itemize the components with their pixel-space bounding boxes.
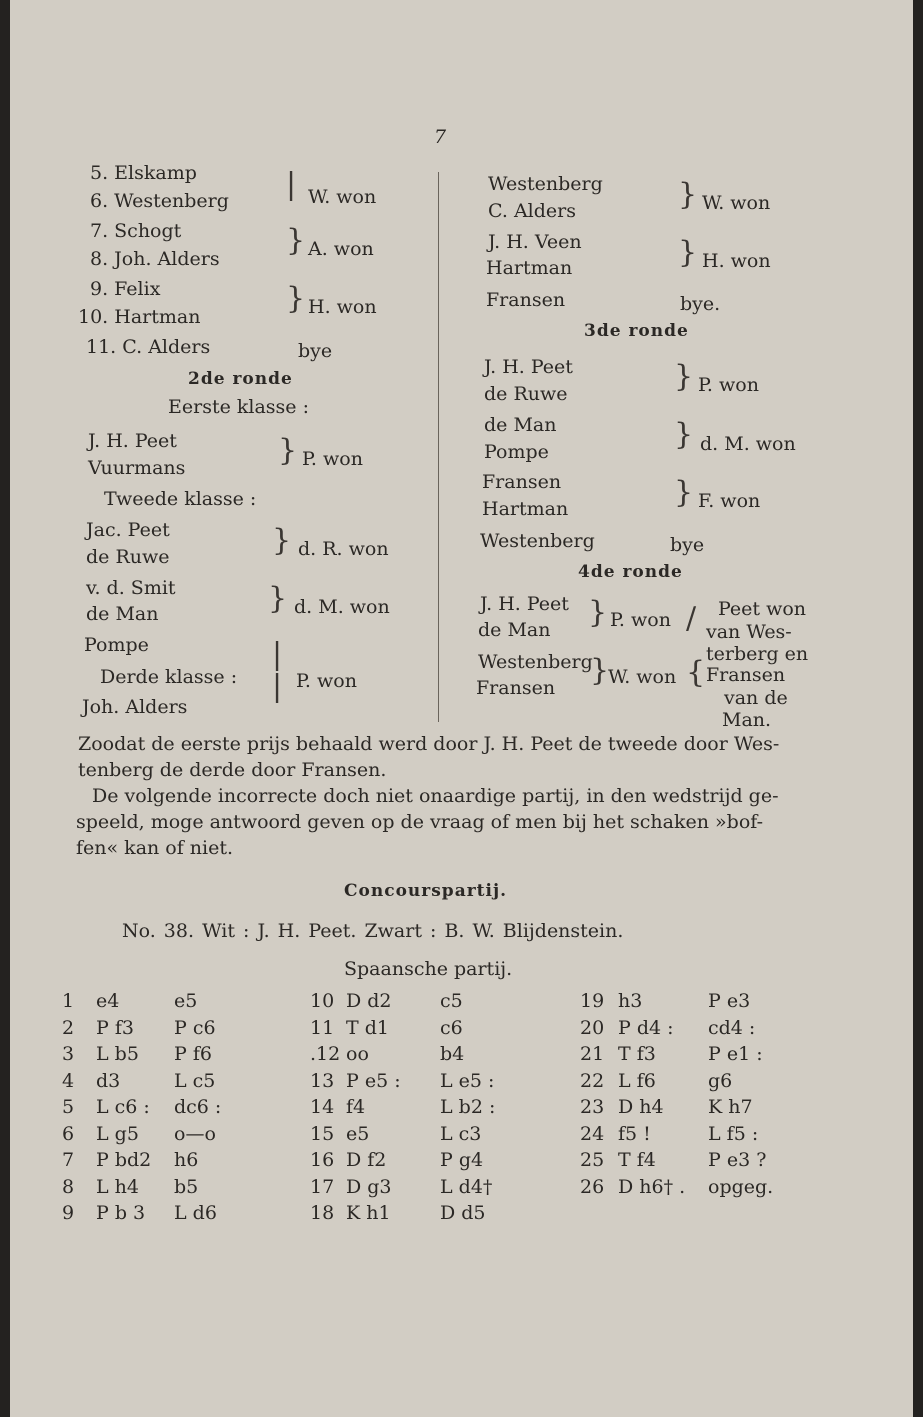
move-number: 14 — [310, 1096, 335, 1118]
black-move: L c3 — [440, 1122, 482, 1145]
black-move: g6 — [708, 1069, 733, 1092]
black-move: cd4 : — [708, 1016, 756, 1039]
move-number: 3 — [62, 1043, 75, 1065]
pairing-brace: } — [268, 581, 288, 616]
pairing-player: Westenberg — [478, 651, 593, 673]
final-note-line: terberg en — [706, 643, 809, 665]
white-move: h3 — [618, 990, 643, 1012]
white-move: e4 — [96, 990, 120, 1012]
move-number: 25 — [580, 1149, 605, 1171]
pairing-brace: { — [686, 655, 706, 690]
pairing-player: de Man — [484, 414, 557, 436]
white-move: D f2 — [346, 1149, 387, 1171]
black-move: L b2 : — [440, 1096, 496, 1118]
pairing-player: Pompe — [84, 634, 149, 656]
pairing-player: J. H. Peet — [484, 356, 573, 378]
black-move: P c6 — [174, 1016, 216, 1039]
result-paragraph — [78, 731, 779, 783]
pairing-brace: } — [674, 359, 694, 394]
pairing-player: de Ruwe — [484, 383, 568, 405]
paragraph-line: De volgende incorrecte doch niet onaardige partij, in den wedstrijd ge- — [92, 785, 779, 807]
move-number: 20 — [580, 1016, 605, 1039]
white-move: P d4 : — [618, 1016, 674, 1039]
black-move: e5 — [174, 990, 198, 1012]
pairing-result: A. won — [308, 238, 374, 260]
paragraph-line: Zoodat de eerste prijs behaald werd door J. H. Peet de tweede door Wes- — [78, 733, 780, 755]
move-number: 8 — [62, 1175, 75, 1198]
pairing-player: 6. Westenberg — [90, 190, 229, 212]
pairing-player: 5. Elskamp — [90, 162, 197, 184]
pairing-player: J. H. Veen — [488, 231, 582, 253]
final-note-line: Fransen — [706, 664, 786, 686]
pairing-player: J. H. Peet — [480, 593, 569, 615]
round-heading: 3de ronde — [584, 321, 689, 341]
pairing-result: d. R. won — [298, 538, 389, 560]
book-page — [10, 0, 913, 1417]
final-note-line: van de — [724, 687, 788, 709]
black-move: c6 — [440, 1016, 463, 1039]
bye-player: 11. C. Alders — [86, 336, 211, 358]
bye-player: Fransen — [486, 289, 566, 311]
move-number: 11 — [310, 1016, 335, 1039]
pairing-result: d. M. won — [700, 433, 796, 455]
pairing-brace: / — [686, 601, 697, 636]
paragraph-line: speeld, moge antwoord geven op de vraag of men bij het schaken »bof- — [76, 811, 764, 833]
black-move: L e5 : — [440, 1069, 495, 1092]
white-move: T f4 — [618, 1149, 656, 1171]
pairing-player: de Ruwe — [86, 546, 170, 568]
white-move: D h4 — [618, 1096, 664, 1118]
black-move: P g4 — [440, 1149, 484, 1171]
pairing-result: W. won — [608, 666, 677, 688]
pairing-player: Jac. Peet — [86, 519, 170, 541]
opening-name: Spaansche partij. — [344, 958, 513, 980]
pairing-result: P. won — [302, 448, 363, 470]
pairing-brace: } — [278, 433, 298, 468]
pairing-player: Hartman — [482, 498, 569, 520]
move-number: 19 — [580, 990, 605, 1012]
move-number: 23 — [580, 1096, 605, 1118]
black-move: b5 — [174, 1175, 199, 1198]
white-move: P e5 : — [346, 1069, 401, 1092]
pairing-brace: } — [678, 235, 698, 270]
white-move: D g3 — [346, 1175, 392, 1198]
white-move: L h4 — [96, 1175, 139, 1198]
white-move: d3 — [96, 1069, 121, 1092]
bye-player: Westenberg — [480, 530, 595, 552]
pairing-player: Hartman — [486, 257, 573, 279]
move-number: 5 — [62, 1096, 75, 1118]
black-move: dc6 : — [174, 1096, 222, 1118]
black-move: h6 — [174, 1149, 199, 1171]
white-move: K h1 — [346, 1202, 391, 1224]
pairing-result: d. M. won — [294, 596, 390, 618]
pairing-player: 8. Joh. Alders — [90, 248, 220, 270]
pairing-player: de Man — [86, 603, 159, 625]
pairing-brace: } — [674, 417, 694, 452]
pairing-player: v. d. Smit — [86, 577, 176, 599]
class-heading: Tweede klasse : — [104, 488, 257, 510]
move-number: 10 — [310, 990, 335, 1012]
move-number: 4 — [62, 1069, 75, 1092]
move-number: 13 — [310, 1069, 335, 1092]
black-move: D d5 — [440, 1202, 486, 1224]
white-move: f5 ! — [618, 1122, 651, 1145]
white-move: P f3 — [96, 1016, 134, 1039]
bye-label: bye. — [680, 293, 721, 315]
pairing-brace: | — [272, 669, 283, 704]
pairing-player: Westenberg — [488, 173, 603, 195]
pairing-player: J. H. Peet — [88, 430, 177, 452]
pairing-brace: } — [678, 177, 698, 212]
pairing-player: 9. Felix — [90, 278, 161, 300]
bye-label: bye — [298, 340, 333, 362]
white-move: f4 — [346, 1096, 366, 1118]
final-note-line: van Wes- — [706, 621, 792, 643]
move-number: 24 — [580, 1122, 605, 1145]
final-note-line: Man. — [722, 709, 772, 731]
pairing-result: P. won — [698, 374, 759, 396]
move-number: 6 — [62, 1122, 75, 1145]
pairing-brace: } — [286, 223, 306, 258]
black-move: L d4† — [440, 1175, 493, 1198]
pairing-result: F. won — [698, 490, 761, 512]
pairing-result: W. won — [308, 186, 377, 208]
intro-paragraph — [76, 783, 779, 861]
black-move: L f5 : — [708, 1122, 759, 1145]
pairing-brace: } — [588, 595, 608, 630]
pairing-brace: } — [286, 281, 306, 316]
white-move: P b 3 — [96, 1202, 146, 1224]
round-heading: 4de ronde — [578, 562, 683, 582]
game-header: No. 38. Wit : J. H. Peet. Zwart : B. W. Blijdenstein. — [122, 920, 624, 942]
white-move: oo — [346, 1043, 369, 1065]
pairing-result: P. won — [296, 670, 357, 692]
white-move: T f3 — [618, 1043, 656, 1065]
move-number: 22 — [580, 1069, 605, 1092]
pairing-player: Pompe — [484, 441, 549, 463]
move-number: 1 — [62, 990, 75, 1012]
move-number: 7 — [62, 1149, 75, 1171]
class-heading: Eerste klasse : — [168, 396, 309, 418]
pairing-player: Vuurmans — [88, 457, 186, 479]
black-move: P e3 — [708, 990, 751, 1012]
black-move: P f6 — [174, 1043, 212, 1065]
move-number: 15 — [310, 1122, 335, 1145]
black-move: L c5 — [174, 1069, 216, 1092]
column-divider — [438, 172, 439, 722]
move-number: .12 — [310, 1043, 341, 1065]
pairing-player: Joh. Alders — [82, 696, 188, 718]
pairing-player: Fransen — [476, 677, 556, 699]
final-note-line: Peet won — [718, 598, 807, 620]
black-move: P e1 : — [708, 1043, 763, 1065]
white-move: D d2 — [346, 990, 392, 1012]
bye-label: bye — [670, 534, 705, 556]
black-move: P e3 ? — [708, 1149, 767, 1171]
move-number: 18 — [310, 1202, 335, 1224]
paragraph-line: fen« kan of niet. — [76, 837, 234, 859]
white-move: L b5 — [96, 1043, 139, 1065]
pairing-result: W. won — [702, 192, 771, 214]
black-move: b4 — [440, 1043, 465, 1065]
pairing-player: 7. Schogt — [90, 220, 182, 242]
pairing-brace: } — [272, 523, 292, 558]
black-move: L d6 — [174, 1202, 217, 1224]
class-heading: Derde klasse : — [100, 666, 238, 688]
white-move: T d1 — [346, 1016, 389, 1039]
black-move: opgeg. — [708, 1175, 774, 1198]
pairing-player: de Man — [478, 619, 551, 641]
move-number: 9 — [62, 1202, 75, 1224]
black-move: K h7 — [708, 1096, 753, 1118]
pairing-brace: } — [590, 653, 610, 688]
white-move: P bd2 — [96, 1149, 152, 1171]
white-move: L g5 — [96, 1122, 139, 1145]
page-number: 7 — [434, 126, 447, 148]
black-move: c5 — [440, 990, 463, 1012]
white-move: D h6† . — [618, 1175, 686, 1198]
black-move: o—o — [174, 1122, 216, 1145]
pairing-player: Fransen — [482, 471, 562, 493]
white-move: e5 — [346, 1122, 370, 1145]
pairing-player: 10. Hartman — [78, 306, 201, 328]
pairing-brace: } — [674, 475, 694, 510]
pairing-player: C. Alders — [488, 200, 576, 222]
round-heading: 2de ronde — [188, 369, 293, 389]
paragraph-line: tenberg de derde door Fransen. — [78, 759, 387, 781]
pairing-brace: | — [272, 637, 283, 672]
move-number: 16 — [310, 1149, 335, 1171]
pairing-result: P. won — [610, 609, 671, 631]
pairing-brace: | — [286, 167, 297, 202]
move-number: 2 — [62, 1016, 75, 1039]
white-move: L f6 — [618, 1069, 656, 1092]
move-number: 26 — [580, 1175, 605, 1198]
move-number: 17 — [310, 1175, 335, 1198]
white-move: L c6 : — [96, 1096, 150, 1118]
pairing-result: H. won — [308, 296, 377, 318]
game-title: Concourspartij. — [344, 881, 508, 901]
move-number: 21 — [580, 1043, 605, 1065]
pairing-result: H. won — [702, 250, 771, 272]
